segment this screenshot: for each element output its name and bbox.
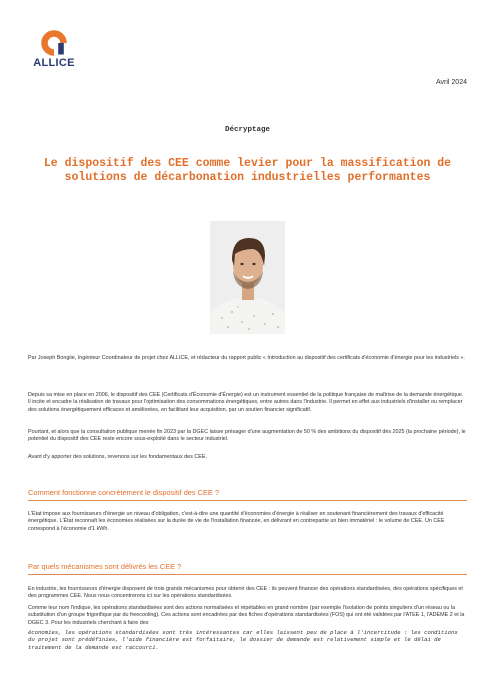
article-title-line-1: Le dispositif des CEE comme levier pour la massification de [43,157,452,170]
section-divider [28,500,467,501]
article-title [28,157,467,185]
paragraph-transition: Avant d'y apporter des solutions, revenons sur les fondamentaux des CEE. [28,454,207,460]
section-divider [28,574,467,575]
paragraph-consultation: Pourtant, et alors que la consultation publique menée fin 2023 par la DGEC laisse présager d'une augmentation de 50 % des ambitions du dispositif dès 2025 (la prochaine période), le potentiel du dispositif des CEE reste encore sous-exploité dans le secteur industriel. [28,429,466,443]
allice-logo-icon [41,30,67,56]
allice-logo [32,30,76,69]
brand-name: ALLICE [33,57,75,69]
publication-date: Avril 2024 [435,79,467,86]
paragraph-advantages: économies, les opérations standardisées sont très intéressantes car elles laissent peu de place à l'incertitude : les conditions du projet sont prédéfinies, l'aide financière est forfaitaire, le dossier de demande est relativement simple et le délai de traitement de la demande est raccourci. [28,629,458,651]
section-heading-mechanisms: Par quels mécanismes sont délivrés les CEE ? [28,562,182,571]
article-kicker: Décryptage [224,126,270,134]
section-heading-how-it-works: Comment fonctionne concrètement le dispositif des CEE ? [28,488,220,497]
paragraph-mechanisms: En industrie, les fournisseurs d'énergie disposent de trois grands mécanismes pour obtenir des CEE : ils peuvent financer des opérations standardisées, des opérations spécifiques et des programmes CEE. Nous nous concentrerons ici sur les opérations standardisées. [28,586,463,600]
paragraph-obligation: L'État impose aux fournisseurs d'énergie un niveau d'obligation, c'est-à-dire une quantité d'économies d'énergie à réaliser en soutenant financièrement des travaux d'efficacité énergétique. L'État reconnaît les économies réalisées sur la durée de vie de l'installation financée, en délivrant en contrepartie un bien immatériel : le volume de CEE. Un CEE correspond à l'économie d'1 kWh. [28,511,445,532]
article-title-line-2: solutions de décarbonation industrielles performantes [64,171,431,184]
paragraph-context: Depuis sa mise en place en 2006, le dispositif des CEE (Certificats d'Économie d'Énergie) est un instrument essentiel de la politique française de maîtrise de la demande énergétique. Il incite et encadre la réalisation de travaux pour l'optimisation des consommations énergétiques, entre autres dans l'industrie. Il permet en effet aux industriels d'installer ou remplacer des solutions énergétiquement efficaces et améliorées, en facilitant leur acquisition, par un soutien financier significatif. [28,392,464,413]
author-portrait [210,221,285,334]
paragraph-standard-operations: Comme leur nom l'indique, les opérations standardisées sont des actions normalisées et répétables en grand nombre (par exemple l'isolation de points singuliers d'un réseau ou la substitution d'un groupe frigorifique par du freecooling). Ces actions sont encadrées par des fiches d'opérations standardisées (FOS) qui ont été validées par l'ATEE 1, l'ADEME 2 et la DGEC 3. Pour les industriels cherchant à faire des [28,605,465,626]
author-intro: Par Joseph Bongiie, Ingénieur Coordinateur de projet chez ALLICE, et rédacteur du rapport public « Introduction au dispositif des certificats d'économie d'énergie pour les industriels ». [28,355,465,361]
